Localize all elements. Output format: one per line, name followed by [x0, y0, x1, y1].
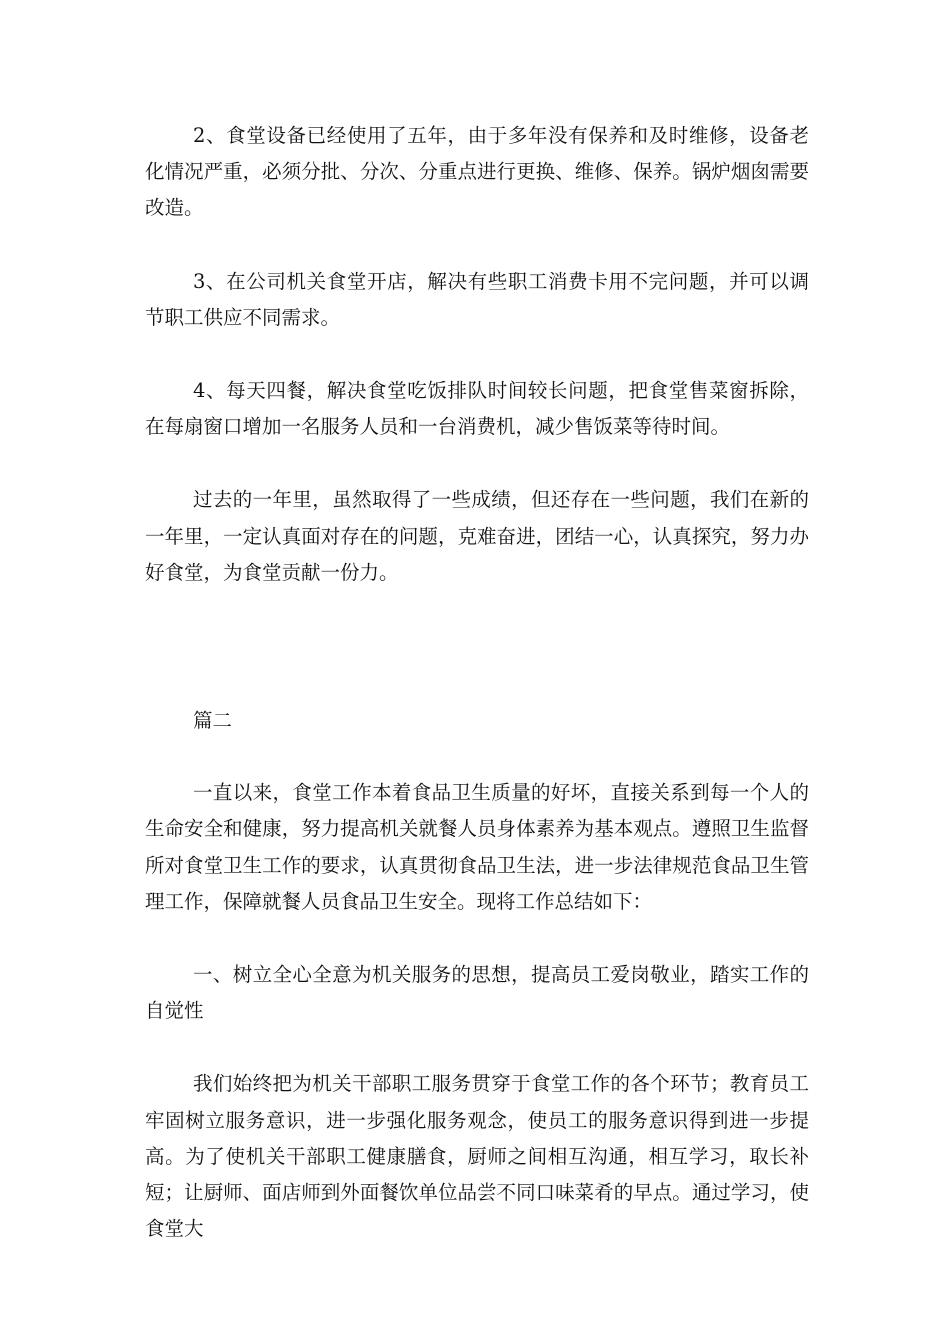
paragraph-intro: 一直以来，食堂工作本着食品卫生质量的好坏，直接关系到每一个人的生命安全和健康，努力提高机关就餐人员身体素养为基本观点。遵照卫生监督所对食堂卫生工作的要求，认真贯彻食品卫生法，进一步法律规范食品卫生管理工作，保障就餐人员食品卫生安全。现将工作总结如下： — [145, 781, 809, 913]
paragraph-equipment: 2、食堂设备已经使用了五年，由于多年没有保养和及时维修，设备老化情况严重，必须分批、分次、分重点进行更换、维修、保养。锅炉烟囱需要改造。 — [145, 124, 809, 220]
document-body — [145, 118, 809, 1247]
paragraph-meals: 4、每天四餐，解决食堂吃饭排队时间较长问题，把食堂售菜窗拆除，在每扇窗口增加一名服务人员和一台消费机，减少售饭菜等待时间。 — [145, 379, 809, 439]
paragraph-heading-one: 一、树立全心全意为机关服务的思想，提高员工爱岗敬业，踏实工作的自觉性 — [145, 963, 809, 1023]
section-title: 篇二 — [193, 709, 233, 733]
paragraph-summary: 过去的一年里，虽然取得了一些成绩，但还存在一些问题，我们在新的一年里，一定认真面对存在的问题，克难奋进，团结一心，认真探究，努力办好食堂，为食堂贡献一份力。 — [145, 488, 809, 584]
paragraph-service: 我们始终把为机关干部职工服务贯穿于食堂工作的各个环节；教育员工牢固树立服务意识，进一步强化服务观念，使员工的服务意识得到进一步提高。为了使机关干部职工健康膳食，厨师之间相互沟通，相互学习，取长补短；让厨师、面店师到外面餐饮单位品尝不同口味菜肴的早点。通过学习，使食堂大 — [145, 1072, 809, 1241]
paragraph-store: 3、在公司机关食堂开店，解决有些职工消费卡用不完问题，并可以调节职工供应不同需求。 — [145, 269, 809, 329]
